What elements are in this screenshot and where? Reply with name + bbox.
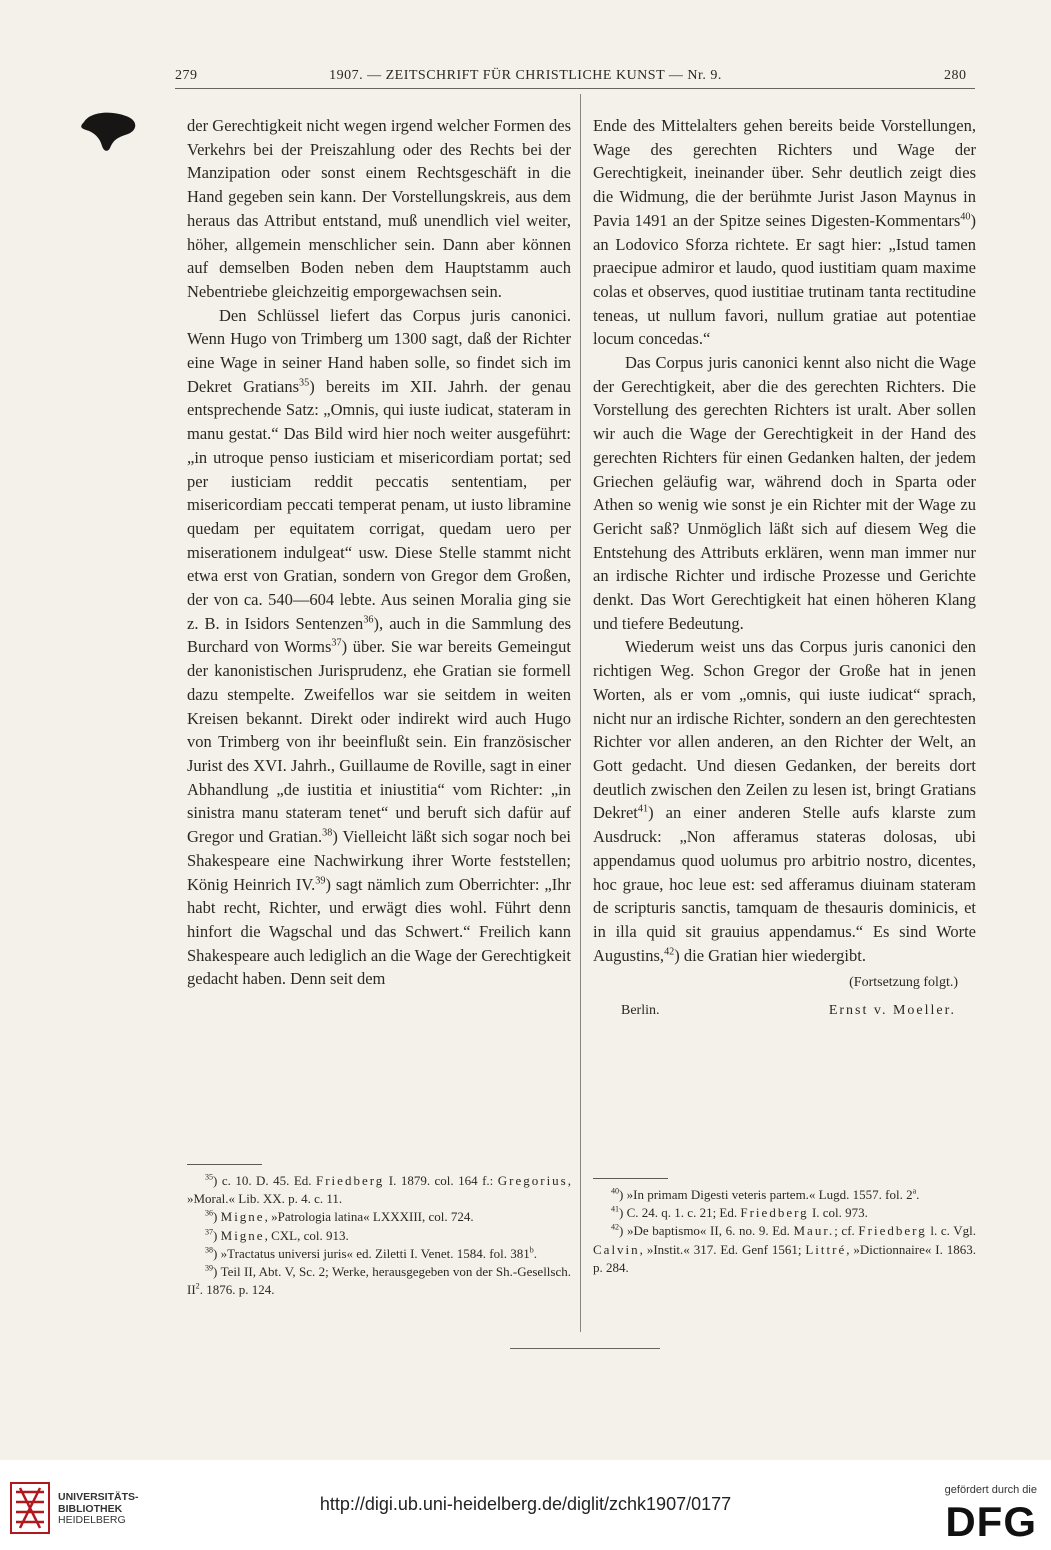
footnote-37: $^{37}$) Migne, CXL, col. 913. bbox=[205, 1227, 349, 1243]
ink-blot-mark bbox=[80, 108, 140, 152]
right-column bbox=[593, 114, 976, 1023]
footnote-rule-left bbox=[187, 1164, 262, 1165]
footnote-rule-right bbox=[593, 1178, 668, 1179]
continuation-note: (Fortsetzung folgt.) bbox=[849, 975, 958, 991]
footnote-ref: 39 bbox=[315, 875, 326, 886]
right-paragraph-2: Das Corpus juris canonici kennt also nicht die Wage der Gerechtigkeit, aber die des gerechten Richters. Die Vorstellung des gerechten Richters ist uralt. Aber sollen wir auch die Wage der Gerechtigkeit in der Hand des gerechten Richters für einen Gedanken halten, der jedem Griechen geläufig war, während doch in Sparta oder Athen so wenig wie sonst je ein Richter mit der Wage zu Gericht saß? Unmöglich läßt sich auf diesem Weg die Entstehung des Attributs erklären, wenn man immer nur an irdische Richter und irdische Prozesse und Gerichte denkt. Das Wort Gerechtigkeit hat einen höheren Klang und tiefere Bedeutung. bbox=[593, 353, 976, 633]
permalink-url[interactable]: http://digi.ub.uni-heidelberg.de/diglit/zchk1907/0177 bbox=[319, 1494, 732, 1514]
footnote-38: $^{38}$) »Tractatus universi juris« ed. Ziletti I. Venet. 1584. fol. 381$^b$. bbox=[205, 1245, 537, 1261]
header-rule bbox=[175, 88, 975, 89]
footnote-ref: 38 bbox=[322, 827, 333, 839]
library-name: UNIVERSITÄTS- BIBLIOTHEK HEIDELBERG bbox=[58, 1491, 139, 1526]
right-paragraph-3: Wiederum weist uns das Corpus juris canonici den richtigen Weg. Schon Gregor der Große hat in jenen Worten, als er vom „omnis, qui iuste iudicat“ sprach, nicht nur an irdische Richter, sondern an den gerechtesten Richter vor allen anderen, an den Richter der Welt, an Gott gedacht. Und diesen Gedanken, der bereits dort deutlich zwischen den Zeilen zu lesen ist, bringt Gratians Dekret$^{41}$) an einer anderen Stelle aufs klarste zum Ausdruck: „Non afferamus stateras dolosas, ubi appendamus quod uolumus pro arbitrio nostro, dicentes, hoc graue, hoc leue est: sed afferamus diuinam stateram de scripturis sanctis, tamquam de thesauris dominicis, et in illa quid sit grauius appendamus.“ Es sind Worte Augustins,$^{42}$) die Gratian hier wiedergibt. bbox=[593, 637, 976, 965]
left-paragraph-1: der Gerechtigkeit nicht wegen irgend welcher Formen des Verkehrs bei der Preiszahlung oder des Rechts bei der Manzipation oder sonst einem Rechtsgeschäft in die Hand gegeben sein kann. Der Vorstellungskreis, aus dem heraus das Attribut entstand, muß unendlich viel weiter, höher, allgemein menschlicher sein. Dann aber können auf demselben Boden neben dem Hauptstamm auch Nebentriebe gleichzeitig emporgewachsen sein. bbox=[187, 116, 571, 301]
footnote-40: $^{40}$) »In primam Digesti veteris partem.« Lugd. 1557. fol. 2$^a$. bbox=[611, 1186, 920, 1202]
dfg-logo: DFG bbox=[945, 1498, 1037, 1545]
place: Berlin. bbox=[621, 1003, 660, 1019]
right-paragraph-1: Ende des Mittelalters gehen bereits beide Vorstellungen, Wage des gerechten Richters und Wage der Gerechtigkeit, ineinander über. Sehr deutlich zeigt dies die Widmung, die der berühmte Jurist Jason Maynus in Pavia 1491 an der Spitze seines Digesten-Kommentars$^{40}$) an Lodovico Sforza richtete. Er sagt hier: „Istud tamen praecipue admiror et laudo, quod iustitiam quam maxime colas et observes, quod iustitiae trutinam tanta rectitudine teneas, ut nullum favori, nullum gratiae aut potentiae locum concedas.“ bbox=[593, 116, 976, 349]
footnote-ref: 36 bbox=[363, 614, 374, 626]
funding-note: gefördert durch die bbox=[944, 1484, 1037, 1496]
footnote-ref: 40 bbox=[960, 211, 971, 223]
column-divider bbox=[580, 94, 581, 1332]
page-number-left: 279 bbox=[175, 68, 198, 83]
page-number-right: 280 bbox=[944, 68, 967, 83]
end-rule bbox=[510, 1348, 660, 1349]
footnote-36: $^{36}$) Migne, »Patrologia latina« LXXXIII, col. 724. bbox=[205, 1209, 474, 1225]
footnote-39: $^{39}$) Teil II, Abt. V, Sc. 2; Werke, herausgegeben von der Sh.-Gesellsch. $II^2$. 1876. p. 124. bbox=[187, 1263, 571, 1298]
footnote-ref: 35 bbox=[299, 377, 310, 389]
footnote-35: $^{35}$) c. 10. D. 45. Ed. Friedberg I. 1879. col. 164 f.: Gregorius, »Moral.« Lib. XX. p. 4. c. 11. bbox=[187, 1172, 571, 1207]
footnotes-left bbox=[187, 1172, 571, 1299]
left-paragraph-2: Den Schlüssel liefert das Corpus juris canonici. Wenn Hugo von Trimberg um 1300 sagt, daß der Richter eine Wage in seiner Hand haben solle, so findet sich im Dekret Gratians$^{35}$) bereits im XII. Jahrh. der genau entsprechende Satz: „Omnis, qui iuste iudicat, stateram in manu gestat.“ Das Bild wird hier noch weiter ausgeführt: „in utroque penso iusticiam et misericordiam portat; sed per iusticiam reddit peccatis sententiam, per misericordiam peccati temperat penam, ut iusto libramine quedam per equitatem corrigat, quedam uero per miserationem indulgeat“ usw. Diese Stelle stammt nicht etwa erst von Gratian, sondern von Gregor dem Großen, der von ca. 540—604 lebte. Aus seinen Moralia ging sie z. B. in Isidors Sentenzen$^{36}$), auch in die Sammlung des Burchard von Worms$^{37}$) über. Sie war bereits Gemeingut der kanonistischen Jurisprudenz, ehe Gratian sie formell dazu stempelte. Zweifellos war sie seitdem in weiten Kreisen bekannt. Direkt oder indirekt wird auch Hugo von Trimberg von ihr beeinflußt sein. Ein französischer Jurist des XVI. Jahrh., Guillaume de Roville, sagt in einer Abhandlung „de iustitia et iniustitia“ vom Richter: „in sinistra manu stateram tenet“ und beruft sich dafür auf Gregor und Gratian.$^{38}$) Vielleicht läßt sich sogar noch bei Shakespeare eine Nachwirkung ihrer Worte feststellen; König Heinrich IV.$^{39}$) sagt nämlich zum Oberrichter: „Ihr habt recht, Richter, und erwägt dies wohl. Führt denn hinfort die Wagschal und das Schwert.“ Freilich kann Shakespeare auch lediglich an die Wage der Gerechtigkeit gedacht haben. Denn seit dem bbox=[187, 305, 571, 989]
signature-line bbox=[593, 999, 976, 1023]
footnote-ref: 37 bbox=[331, 637, 342, 649]
footnote-41: $^{41}$) C. 24. q. 1. c. 21; Ed. Friedberg I. col. 973. bbox=[611, 1204, 868, 1221]
footnote-42: $^{42}$) »De baptismo« II, 6. no. 9. Ed. Maur.; cf. Friedberg l. c. Vgl. Calvin, »Instit.« 317. Ed. Genf 1561; Littré, »Dictionnaire« I. 1863. p. 284. bbox=[593, 1223, 976, 1275]
author: Ernst v. Moeller. bbox=[828, 1003, 956, 1019]
footnotes-right bbox=[593, 1186, 976, 1277]
running-title: 1907. — ZEITSCHRIFT FÜR CHRISTLICHE KUNST — Nr. 9. bbox=[329, 68, 722, 83]
left-column bbox=[187, 114, 571, 991]
footnote-ref: 41 bbox=[637, 803, 649, 815]
footnote-ref: 42 bbox=[664, 946, 675, 958]
